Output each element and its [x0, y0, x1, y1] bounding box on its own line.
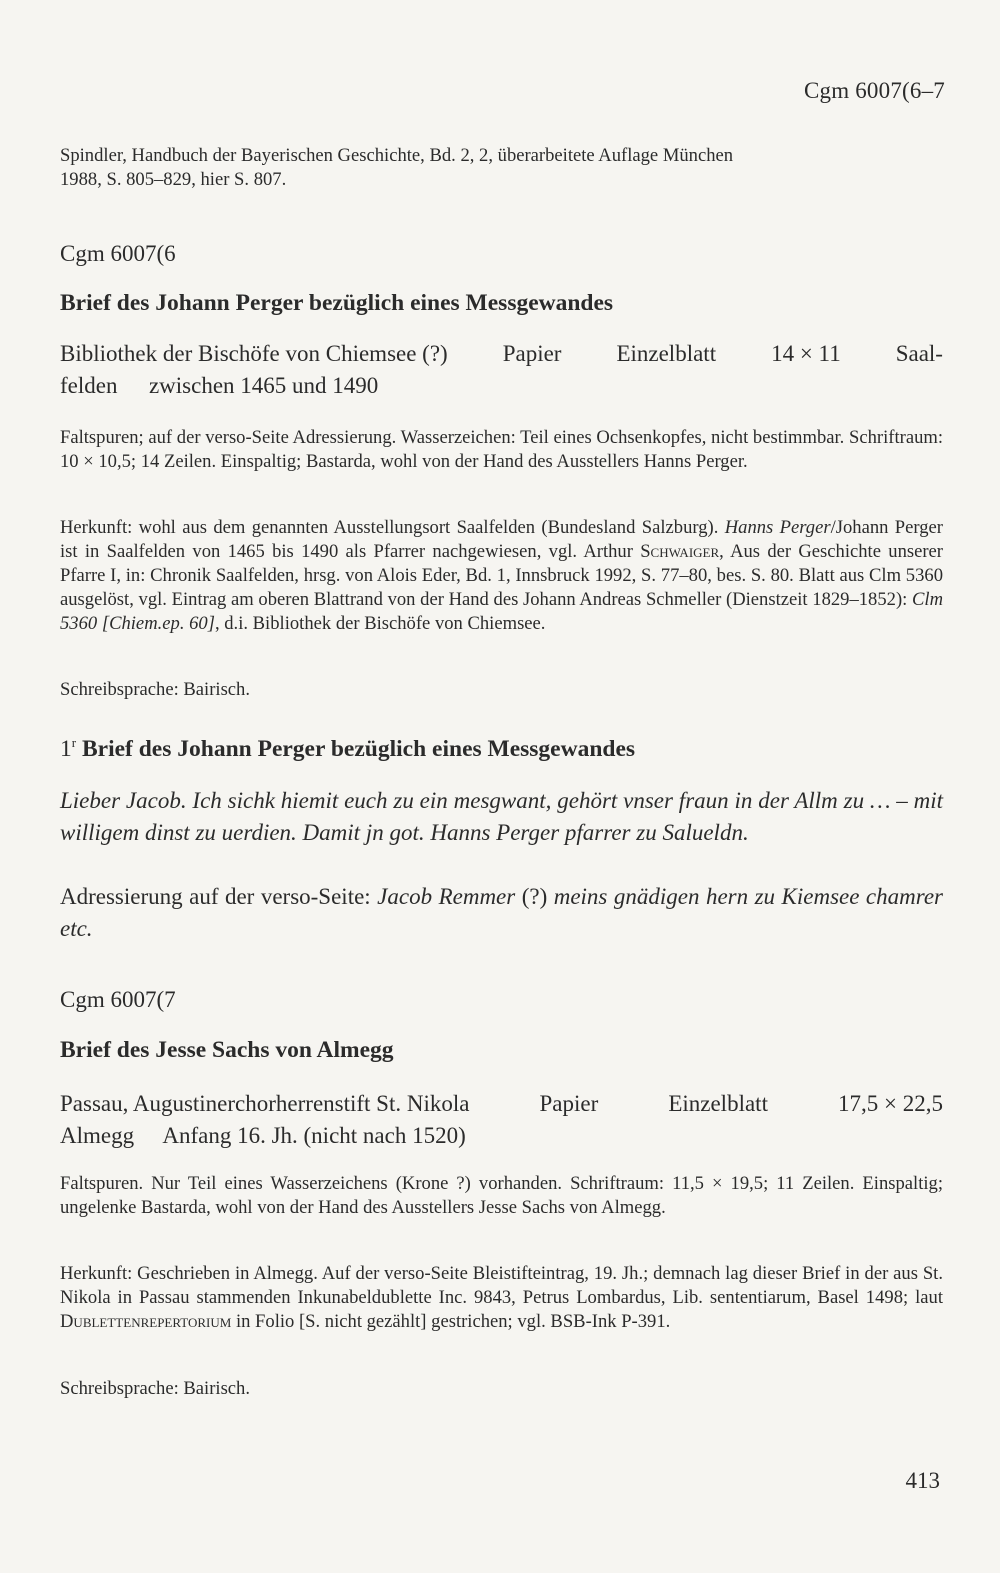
origin-text: , d.i. Bibliothek der Bischöfe von Chiemsee. — [214, 613, 546, 634]
physical-description: Faltspuren. Nur Teil eines Wasserzeichens (Krone ?) vorhanden. Schriftraum: 11,5 × 19,5; 11 Zeilen. Einspaltig; ungelenke Bastarda, wohl von der Hand des Ausstellers Jesse Sachs von Almegg. — [60, 1173, 943, 1218]
folio-recto: r — [71, 735, 77, 750]
format: Einzelblatt — [668, 1091, 768, 1116]
address-label: Adressierung auf der verso-Seite: — [60, 884, 378, 909]
letter-text: Lieber Jacob. Ich sichk hiemit euch zu ein mesgwant, gehört vnser fraun in der Allm zu … – mit willigem dinst zu uerdien. Damit jn got. Hanns Perger pfarrer zu Salueldn. — [60, 788, 943, 845]
size: 14 × 11 — [771, 341, 841, 366]
size: 17,5 × 22,5 — [838, 1091, 943, 1116]
folio-number: 1 — [60, 736, 72, 762]
addressee: Jacob Remmer — [377, 884, 516, 909]
intro-line-1: Spindler, Handbuch der Bayerischen Geschichte, Bd. 2, 2, überarbeitete Auflage München — [60, 145, 734, 166]
running-header: Cgm 6007(6–7 — [803, 78, 945, 103]
intro-paragraph — [60, 144, 943, 192]
place-part-2: felden — [60, 373, 118, 398]
place-part-1: Saal- — [895, 341, 943, 366]
origin-paragraph — [60, 516, 943, 636]
entry-metadata — [60, 1088, 943, 1152]
entry-metadata — [60, 338, 943, 402]
language-note: Schreibsprache: Bairisch. — [60, 1378, 251, 1399]
material: Papier — [502, 341, 562, 366]
provenance: Passau, Augustinerchorherrenstift St. Nikola — [60, 1091, 470, 1116]
entry-signature: Cgm 6007(6 — [60, 241, 176, 266]
entry-signature: Cgm 6007(7 — [60, 987, 176, 1012]
origin-text: in Folio [S. nicht gezählt] gestrichen; vgl. BSB-Ink P-391. — [231, 1311, 671, 1332]
origin-text: , Aus der Geschichte unserer Pfarre I, in: Chronik Saalfelden, hrsg. von Alois Eder, Bd. 1, Innsbruck 1992, S. 77–80, bes. S. 80. Blatt aus Clm 5360 ausgelöst, vgl. Eintrag am oberen Blattrand von der Hand des Johann Andreas Schmeller (Dienstzeit 1829–1852): — [60, 541, 943, 610]
place: Almegg — [60, 1123, 135, 1148]
date: Anfang 16. Jh. (nicht nach 1520) — [162, 1123, 466, 1148]
address-paragraph — [60, 881, 943, 945]
physical-description: Faltspuren; auf der verso-Seite Adressierung. Wasserzeichen: Teil eines Ochsenkopfes, nicht bestimmbar. Schriftraum: 10 × 10,5; 14 Zeilen. Einspaltig; Bastarda, wohl von der Hand des Ausstellers Hanns Perger. — [60, 427, 943, 472]
provenance: Bibliothek der Bischöfe von Chiemsee (?) — [60, 341, 448, 366]
intro-line-2: 1988, S. 805–829, hier S. 807. — [60, 169, 287, 190]
metadata-line-2 — [60, 1120, 943, 1152]
language-note: Schreibsprache: Bairisch. — [60, 679, 251, 700]
address-query: (?) — [515, 884, 554, 909]
repertory-name: Dublettenrepertorium — [60, 1311, 232, 1332]
metadata-line-2 — [60, 370, 943, 402]
origin-italic: Clm 5360 [Chiem.ep. 60] — [60, 589, 943, 634]
origin-italic: Hanns Perger — [724, 517, 831, 538]
author-name: Schwaiger — [640, 541, 720, 562]
entry-title: Brief des Johann Perger bezüglich eines Messgewandes — [60, 290, 614, 316]
metadata-line-1 — [60, 338, 943, 370]
origin-text: Herkunft: Geschrieben in Almegg. Auf der verso-Seite Bleistifteintrag, 19. Jh.; demnach lag dieser Brief in der aus St. Nikola in Passau stammenden Inkunabeldublette Inc. 9843, Petrus Lombardus, Lib. sententiarum, Basel 1498; laut — [60, 1263, 943, 1308]
addressee-title: meins gnädigen hern zu Kiemsee chamrer etc. — [60, 884, 943, 941]
origin-paragraph — [60, 1262, 943, 1334]
entry-title: Brief des Jesse Sachs von Almegg — [60, 1037, 394, 1063]
material: Papier — [539, 1091, 599, 1116]
date: zwischen 1465 und 1490 — [148, 373, 379, 398]
format: Einzelblatt — [616, 341, 717, 366]
origin-text: Herkunft: wohl aus dem genannten Ausstellungsort Saalfelden (Bundesland Salzburg). — [60, 517, 725, 538]
item-heading — [60, 735, 943, 763]
page-number: 413 — [905, 1468, 940, 1493]
origin-text: /Johann Perger ist in Saalfelden von 1465 bis 1490 als Pfarrer nachgewiesen, vgl. Arthur — [60, 517, 943, 562]
metadata-line-1 — [60, 1088, 943, 1120]
item-title: Brief des Johann Perger bezüglich eines Messgewandes — [81, 736, 636, 762]
